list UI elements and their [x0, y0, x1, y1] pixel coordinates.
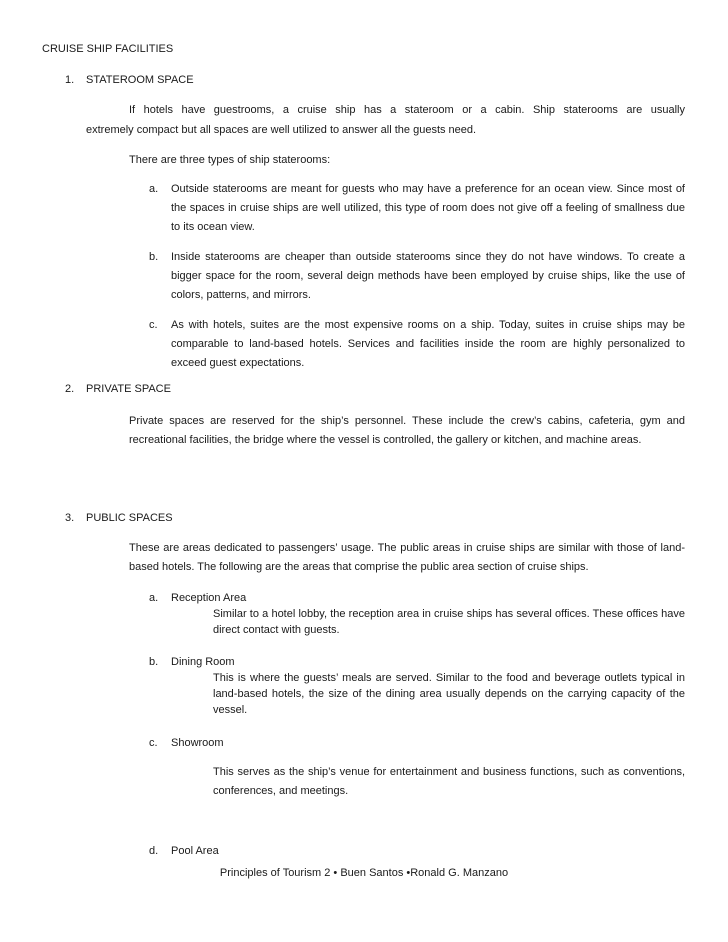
item-heading: Dining Room: [171, 656, 235, 668]
stateroom-intro: If hotels have guestrooms, a cruise ship has a stateroom or a cabin. Ship staterooms are usually: [129, 104, 685, 116]
section-heading-private: [65, 383, 171, 395]
section-title: PRIVATE SPACE: [86, 383, 171, 395]
item-text: Outside staterooms are meant for guests who may have a preference for an ocean view. Since most of the spaces in cruise ships are well utilized, this type of room does not give off a feeling of smallness due to its ocean view.: [171, 183, 685, 233]
item-heading: Showroom: [171, 737, 224, 749]
item-letter: d.: [149, 845, 159, 857]
section-title: PUBLIC SPACES: [86, 512, 173, 524]
stateroom-intro-cont: extremely compact but all spaces are well utilized to answer all the guests need.: [86, 124, 477, 136]
item-letter: c.: [149, 737, 158, 749]
item-text: This is where the guests’ meals are served. Similar to the food and beverage outlets typical in land-based hotels, the size of the dining area usually depends on the carrying capacity of the vessel.: [213, 672, 685, 716]
section-title: STATEROOM SPACE: [86, 74, 194, 86]
section-heading-public: [65, 512, 173, 524]
section-number: 1.: [65, 74, 75, 86]
item-heading: Pool Area: [171, 845, 219, 857]
item-letter: b.: [149, 656, 159, 668]
item-text: This serves as the ship’s venue for entertainment and business functions, such as conventions, conferences, and meetings.: [213, 766, 685, 797]
stateroom-types-intro: There are three types of ship staterooms:: [129, 154, 331, 166]
item-text: As with hotels, suites are the most expensive rooms on a ship. Today, suites in cruise ships may be comparable to land-based hotels. Services and facilities inside the room are highly personalized to exceed guest expectations.: [171, 319, 685, 369]
section-heading-stateroom: [65, 74, 194, 86]
item-letter: c.: [149, 319, 158, 331]
item-letter: a.: [149, 183, 159, 195]
item-letter: b.: [149, 251, 159, 263]
item-letter: a.: [149, 592, 159, 604]
document-title: CRUISE SHIP FACILITIES: [42, 43, 174, 55]
section-number: 3.: [65, 512, 75, 524]
page-footer: Principles of Tourism 2 • Buen Santos •Ronald G. Manzano: [219, 867, 509, 879]
item-heading: Reception Area: [171, 592, 247, 604]
section-number: 2.: [65, 383, 75, 395]
public-space-body: These are areas dedicated to passengers’ usage. The public areas in cruise ships are similar with those of land-based hotels. The following are the areas that comprise the public area section of cruise ships.: [129, 542, 685, 573]
item-text: Similar to a hotel lobby, the reception area in cruise ships has several offices. These offices have direct contact with guests.: [213, 608, 685, 636]
item-text: Inside staterooms are cheaper than outside staterooms since they do not have windows. To create a bigger space for the room, several deign methods have been employed by cruise ships, like the use of colors, patterns, and mirrors.: [171, 251, 685, 301]
private-space-body: Private spaces are reserved for the ship’s personnel. These include the crew’s cabins, cafeteria, gym and recreational facilities, the bridge where the vessel is controlled, the gallery or kitchen, and machine areas.: [129, 415, 685, 446]
